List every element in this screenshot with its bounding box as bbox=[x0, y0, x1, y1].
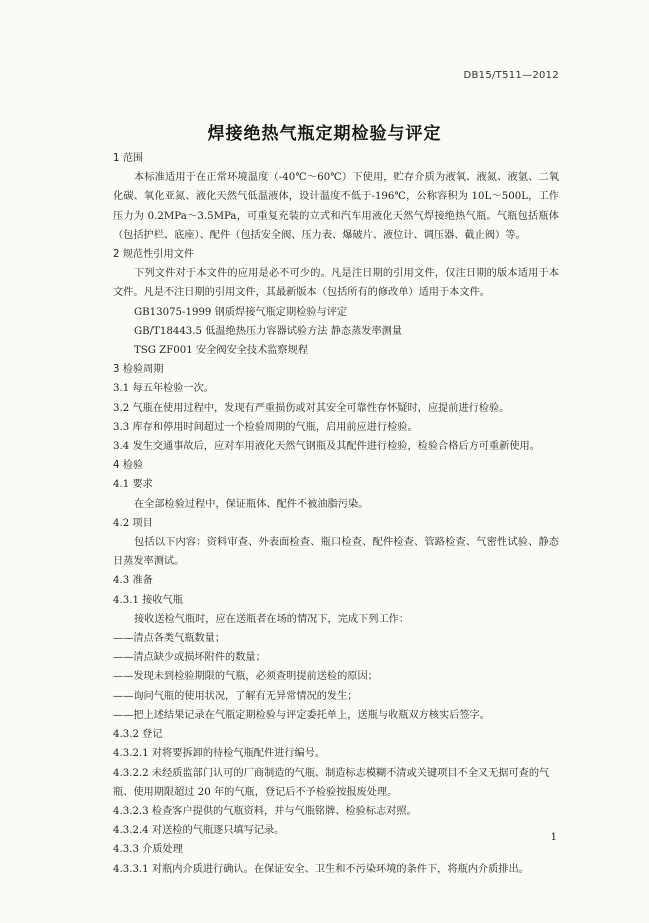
section-heading: 3 检验周期 bbox=[113, 364, 164, 376]
subsection-heading: 4.3 准备 bbox=[113, 575, 153, 587]
section-heading: 1 范围 bbox=[113, 153, 144, 164]
section-heading: 4 检验 bbox=[113, 460, 144, 472]
document-body bbox=[113, 149, 559, 879]
clause-item: 4.3.2.1 对将要拆卸的待检气瓶配件进行编号。 bbox=[113, 748, 326, 760]
subsection-heading: 4.1 要求 bbox=[113, 479, 153, 491]
paragraph: 下列文件对于本文件的应用是必不可少的。凡是注日期的引用文件，仅注日期的版本适用于本文件。凡是不注日期的引用文件，其最新版本（包括所有的修改单）适用于本文件。 bbox=[113, 268, 559, 299]
subsection-heading: 4.3.2 登记 bbox=[113, 729, 163, 741]
subsection-heading: 4.3.3 介质处理 bbox=[113, 844, 183, 856]
dash-list-item: ——把上述结果记录在气瓶定期检验与评定委托单上，送瓶与收瓶双方核实后签字。 bbox=[113, 709, 490, 721]
subsection-heading: 4.3.1 接收气瓶 bbox=[113, 594, 183, 606]
paragraph: 本标准适用于在正常环境温度（-40℃～60℃）下使用，贮存介质为液氧、液氮、液氩、二氧化碳、氧化亚氮、液化天然气低温液体，设计温度不低于-196℃，公称容积为 10L～500L，工作压力为 0.2MPa～3.5MPa，可重复充装的立式和汽车用液化天然气焊接绝热气瓶。气瓶包括瓶体（包括护栏、底座）、配件（包括安全阀、压力表、爆破片、液位计、调压器、截止阀）等。 bbox=[113, 172, 559, 241]
paragraph: 接收送检气瓶时，应在送瓶者在场的情况下，完成下列工作： bbox=[134, 613, 410, 625]
clause-item: 3.4 发生交通事故后，应对车用液化天然气钢瓶及其配件进行检验，检验合格后方可重新使用。 bbox=[113, 441, 540, 453]
paragraph: 包括以下内容：资料审查、外表面检查、瓶口检查、配件检查、管路检查、气密性试验、静态日蒸发率测试。 bbox=[113, 537, 559, 568]
clause-item: 3.2 气瓶在使用过程中，发现有严重损伤或对其安全可靠性存怀疑时，应提前进行检验。 bbox=[113, 402, 510, 414]
clause-item: 3.1 每五年检验一次。 bbox=[113, 383, 214, 395]
clause-item: 4.3.2.3 检查客户提供的气瓶资料，并与气瓶铭牌、检验标志对照。 bbox=[113, 805, 417, 817]
paragraph: 在全部检验过程中，保证瓶体、配件不被油脂污染。 bbox=[134, 498, 369, 510]
clause-item: 3.3 库存和停用时间超过一个检验周期的气瓶，启用前应进行检验。 bbox=[113, 421, 418, 433]
document-title: 焊接绝热气瓶定期检验与评定 bbox=[207, 124, 442, 144]
page-number: 1 bbox=[550, 832, 557, 843]
clause-item: 4.3.2.2 未经质监部门认可的厂商制造的气瓶、制造标志模糊不清或关键项目不全又无据可查的气瓶、使用期限超过 20 年的气瓶，登记后不予检验按报废处理。 bbox=[113, 767, 550, 798]
reference-item: GB13075-1999 钢质焊接气瓶定期检验与评定 bbox=[134, 306, 348, 318]
subsection-heading: 4.2 项目 bbox=[113, 517, 153, 529]
dash-list-item: ——清点各类气瓶数量； bbox=[113, 633, 226, 645]
section-heading: 2 规范性引用文件 bbox=[113, 249, 195, 261]
reference-item: GB/T18443.5 低温绝热压力容器试验方法 静态蒸发率测量 bbox=[134, 325, 403, 337]
dash-list-item: ——发现未到检验期限的气瓶，必须查明提前送检的原因； bbox=[113, 671, 378, 683]
reference-item: TSG ZF001 安全阀安全技术监察规程 bbox=[134, 345, 309, 357]
clause-item: 4.3.2.4 对送检的气瓶逐只填写记录。 bbox=[113, 825, 285, 837]
clause-item: 4.3.3.1 对瓶内介质进行确认。在保证安全、卫生和不污染环境的条件下，将瓶内介质排出。 bbox=[113, 863, 529, 875]
standard-code: DB15/T511—2012 bbox=[463, 70, 559, 81]
dash-list-item: ——清点缺少或损坏附件的数量； bbox=[113, 652, 266, 664]
dash-list-item: ——询问气瓶的使用状况，了解有无异常情况的发生； bbox=[113, 690, 358, 702]
